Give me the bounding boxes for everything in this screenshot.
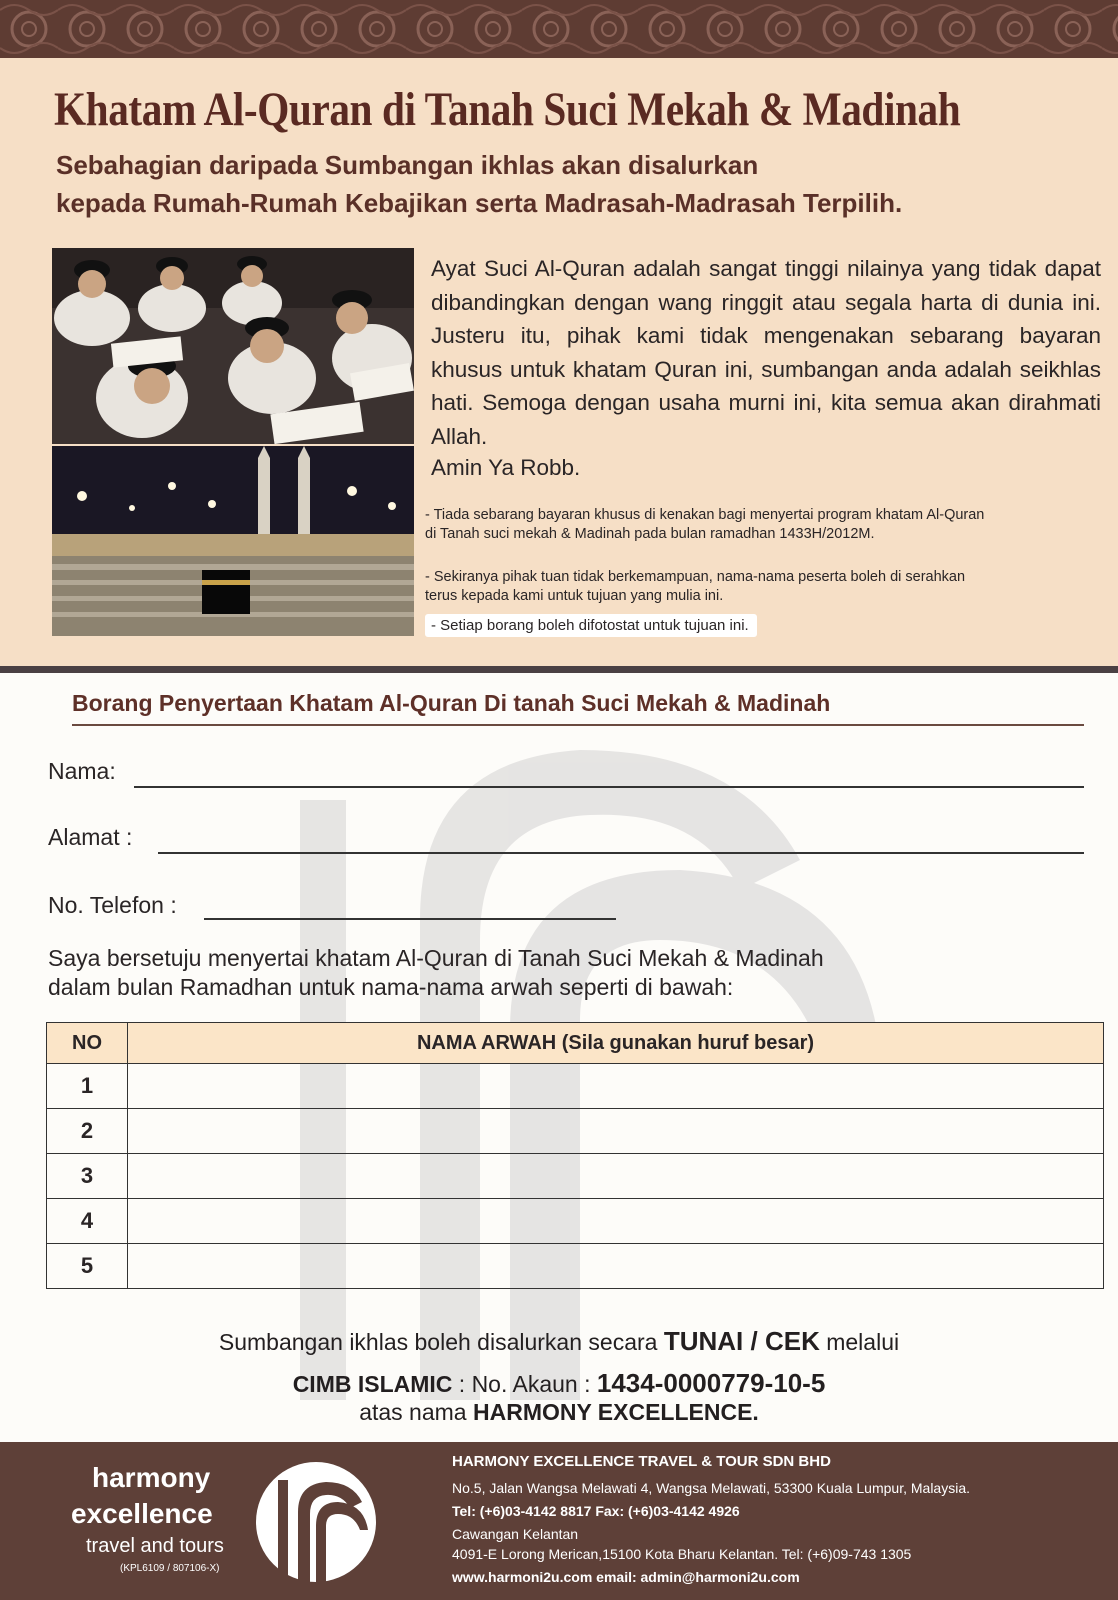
license-number: (KPL6109 / 807106-X)	[120, 1563, 220, 1574]
name-entry-cell[interactable]	[128, 1064, 1104, 1109]
students-reading-photo	[52, 248, 414, 444]
form-title: Borang Penyertaan Khatam Al-Quran Di tanah Suci Mekah & Madinah	[72, 690, 831, 716]
table-row	[47, 1109, 1104, 1154]
branch-label: Cawangan Kelantan	[452, 1526, 579, 1542]
hf-logo-icon	[256, 1452, 376, 1592]
intro-paragraph: Ayat Suci Al-Quran adalah sangat tinggi nilainya yang tidak dapat dibandingkan dengan wang ringgit atau segala harta di dunia ini. Justeru itu, pihak kami tidak mengenakan sebarang bayaran khusus untuk khatam Quran ini, sumbangan anda adalah seikhlas hati. Semoga dengan usaha murni ini, kita semua akan dirahmati Allah.	[431, 256, 1101, 449]
name-field[interactable]	[134, 786, 1084, 788]
bank-account-info: CIMB ISLAMIC : No. Akaun : 1434-0000779-10-5	[292, 1368, 826, 1398]
note-3: - Setiap borang boleh difotostat untuk tujuan ini.	[425, 614, 757, 637]
row-number: 3	[47, 1154, 128, 1199]
account-holder: atas nama HARMONY EXCELLENCE.	[359, 1399, 759, 1425]
row-number: 4	[47, 1199, 128, 1244]
name-entry-cell[interactable]	[128, 1109, 1104, 1154]
section-divider	[0, 666, 1118, 673]
row-number: 1	[47, 1064, 128, 1109]
table-row	[47, 1154, 1104, 1199]
web-email: www.harmoni2u.com email: admin@harmoni2u.com	[452, 1569, 800, 1585]
consent-statement	[48, 944, 824, 1002]
col-no-header: NO	[47, 1023, 128, 1064]
statement-line-2: dalam bulan Ramadhan untuk nama-nama arwah seperti di bawah:	[48, 974, 734, 1000]
company-tel-fax: Tel: (+6)03-4142 8817 Fax: (+6)03-4142 4926	[452, 1503, 740, 1519]
name-label: Nama:	[48, 758, 116, 784]
ornamental-top-band	[0, 0, 1118, 58]
row-number: 5	[47, 1244, 128, 1289]
kaaba-night-photo	[52, 446, 414, 636]
company-address: No.5, Jalan Wangsa Melawati 4, Wangsa Melawati, 53300 Kuala Lumpur, Malaysia.	[452, 1480, 971, 1496]
statement-line-1: Saya bersetuju menyertai khatam Al-Quran di Tanah Suci Mekah & Madinah	[48, 945, 824, 971]
bank-name: CIMB ISLAMIC	[292, 1371, 453, 1397]
form-title-underline	[72, 724, 1084, 726]
account-holder-name: HARMONY EXCELLENCE.	[472, 1399, 759, 1425]
table-row	[47, 1064, 1104, 1109]
col-name-header: NAMA ARWAH (Sila gunakan huruf besar)	[128, 1023, 1104, 1064]
row-number: 2	[47, 1109, 128, 1154]
account-number: 1434-0000779-10-5	[596, 1368, 826, 1398]
payment-instruction: Sumbangan ikhlas boleh disalurkan secara TUNAI / CEK melalui	[218, 1326, 900, 1356]
phone-label: No. Telefon :	[48, 892, 177, 918]
name-entry-cell[interactable]	[128, 1154, 1104, 1199]
name-entry-cell[interactable]	[128, 1244, 1104, 1289]
note-1: - Tiada sebarang bayaran khusus di kenakan bagi menyertai program khatam Al-Quran di Tanah suci mekah & Madinah pada bulan ramadhan 1433H/2012M.	[425, 507, 985, 542]
name-entry-cell[interactable]	[128, 1199, 1104, 1244]
payment-method: TUNAI / CEK	[663, 1326, 820, 1356]
brand-excellence: excellence	[71, 1498, 213, 1529]
table-row	[47, 1199, 1104, 1244]
company-name: HARMONY EXCELLENCE TRAVEL & TOUR SDN BHD	[452, 1453, 831, 1470]
table-row	[47, 1244, 1104, 1289]
page-title: Khatam Al-Quran di Tanah Suci Mekah & Madinah	[54, 83, 961, 136]
subtitle-line-2: kepada Rumah-Rumah Kebajikan serta Madrasah-Madrasah Terpilih.	[56, 188, 903, 218]
deceased-names-table	[46, 1022, 1104, 1289]
phone-field[interactable]	[204, 918, 616, 920]
branch-address: 4091-E Lorong Merican,15100 Kota Bharu Kelantan. Tel: (+6)09-743 1305	[452, 1546, 912, 1562]
brand-tagline: travel and tours	[86, 1535, 224, 1557]
brand-harmony: harmony	[92, 1462, 211, 1493]
subtitle-line-1: Sebahagian daripada Sumbangan ikhlas akan disalurkan	[56, 150, 759, 180]
address-field[interactable]	[158, 852, 1084, 854]
closing-prayer: Amin Ya Robb.	[431, 455, 581, 480]
address-label: Alamat :	[48, 824, 133, 850]
note-2: - Sekiranya pihak tuan tidak berkemampuan, nama-nama peserta boleh di serahkan terus kepada kami untuk tujuan yang mulia ini.	[425, 569, 966, 604]
